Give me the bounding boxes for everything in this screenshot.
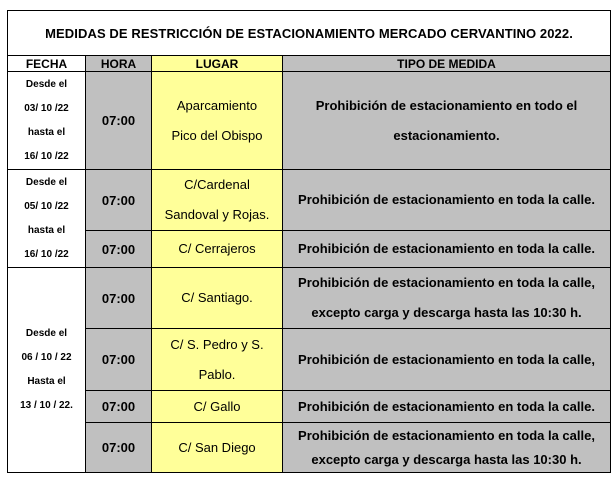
fecha-cell — [8, 170, 86, 268]
table-row — [8, 268, 611, 329]
tipo-line: Prohibición de estacionamiento en toda la calle, — [298, 275, 595, 290]
lugar-cell — [152, 170, 283, 231]
tipo-cell — [283, 72, 611, 170]
lugar-line: C/ Santiago. — [181, 290, 253, 305]
fecha-line: hasta el — [27, 126, 66, 138]
tipo-line: Prohibición de estacionamiento en toda la calle. — [298, 398, 595, 414]
lugar-line: C/Cardenal — [184, 177, 250, 192]
lugar-cell — [152, 391, 283, 423]
fecha-line: Desde el — [25, 328, 68, 339]
hora-cell: 07:00 — [86, 170, 152, 231]
header-hora: HORA — [86, 56, 152, 72]
hora-cell: 07:00 — [86, 329, 152, 391]
hora-cell: 07:00 — [86, 268, 152, 329]
tipo-line: Prohibición de estacionamiento en todo el — [315, 97, 578, 113]
lugar-cell — [152, 423, 283, 473]
lugar-line: Pico del Obispo — [171, 127, 263, 143]
tipo-line: Prohibición de estacionamiento en toda la calle. — [298, 241, 595, 256]
restriction-document — [7, 10, 610, 473]
table-row — [8, 231, 611, 268]
fecha-line: 05/ 10 /22 — [24, 200, 69, 212]
lugar-line: Sandoval y Rojas. — [164, 207, 270, 222]
lugar-line: C/ Cerrajeros — [178, 241, 256, 256]
table-row — [8, 72, 611, 170]
tipo-line: excepto carga y descarga hasta las 10:30 h. — [311, 451, 582, 467]
lugar-cell — [152, 329, 283, 391]
lugar-line: C/ San Diego — [178, 439, 256, 455]
header-row — [8, 56, 611, 72]
hora-cell: 07:00 — [86, 72, 152, 170]
hora-cell: 07:00 — [86, 423, 152, 473]
lugar-line: Pablo. — [198, 366, 236, 382]
lugar-cell — [152, 268, 283, 329]
fecha-cell — [8, 72, 86, 170]
header-tipo: TIPO DE MEDIDA — [283, 56, 611, 72]
tipo-line: Prohibición de estacionamiento en toda la calle, — [298, 427, 595, 443]
tipo-cell — [283, 231, 611, 268]
document-title: MEDIDAS DE RESTRICCIÓN DE ESTACIONAMIENTO MERCADO CERVANTINO 2022. — [8, 11, 611, 56]
header-lugar: LUGAR — [152, 56, 283, 72]
fecha-line: 13 / 10 / 22. — [20, 400, 73, 411]
fecha-line: Desde el — [25, 176, 68, 188]
table-row — [8, 170, 611, 231]
fecha-line: 16/ 10 /22 — [24, 150, 69, 162]
lugar-line: Aparcamiento — [176, 97, 258, 113]
fecha-line: 16/ 10 /22 — [24, 248, 69, 260]
tipo-line: excepto carga y descarga hasta las 10:30 h. — [311, 305, 582, 320]
fecha-line: Hasta el — [27, 376, 66, 387]
hora-cell: 07:00 — [86, 231, 152, 268]
fecha-cell — [8, 268, 86, 473]
tipo-cell — [283, 329, 611, 391]
tipo-line: estacionamiento. — [393, 127, 500, 143]
title-row — [8, 11, 611, 56]
fecha-line: 03/ 10 /22 — [24, 102, 69, 114]
tipo-cell — [283, 268, 611, 329]
table-row — [8, 391, 611, 423]
fecha-line: Desde el — [25, 78, 68, 90]
table-row — [8, 329, 611, 391]
fecha-line: 06 / 10 / 22 — [21, 352, 72, 363]
lugar-line: C/ Gallo — [193, 398, 241, 414]
lugar-cell — [152, 231, 283, 268]
restriction-table — [7, 10, 611, 473]
tipo-line: Prohibición de estacionamiento en toda la calle, — [298, 351, 595, 367]
lugar-line: C/ S. Pedro y S. — [170, 336, 264, 352]
tipo-line: Prohibición de estacionamiento en toda la calle. — [298, 192, 595, 207]
fecha-line: hasta el — [27, 224, 66, 236]
header-fecha: FECHA — [8, 56, 86, 72]
tipo-cell — [283, 170, 611, 231]
table-row — [8, 423, 611, 473]
tipo-cell — [283, 391, 611, 423]
tipo-cell — [283, 423, 611, 473]
hora-cell: 07:00 — [86, 391, 152, 423]
lugar-cell — [152, 72, 283, 170]
